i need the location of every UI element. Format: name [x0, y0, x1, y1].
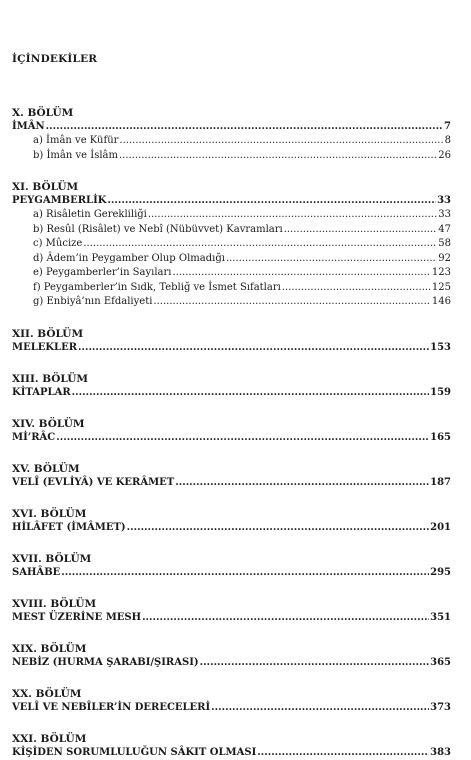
section-title: VELÎ (EVLİYÂ) VE KERÂMET: [12, 476, 175, 488]
page-number: 383: [430, 746, 451, 758]
dot-leader: [284, 223, 438, 238]
toc-section: [12, 327, 451, 355]
page-number: 33: [438, 209, 451, 220]
section-entry: [12, 746, 451, 760]
section-entry: [12, 431, 451, 445]
dot-leader: [211, 701, 429, 715]
subsection-title: b) Resûl (Risâlet) ve Nebî (Nübüvvet) Kavramları: [33, 223, 283, 235]
section-number: XII. BÖLÜM: [12, 327, 84, 340]
dot-leader: [282, 281, 431, 296]
dot-leader: [153, 295, 430, 310]
dot-leader: [56, 431, 429, 445]
toc-section: [12, 180, 451, 310]
section-title: PEYGAMBERLİK: [12, 195, 107, 206]
section-entry: [12, 386, 451, 400]
subsection-entry: [12, 223, 451, 238]
section-title: İMÂN: [12, 121, 45, 132]
subsection-title: d) Âdem’in Peygamber Olup Olmadığı: [33, 252, 225, 264]
section-number: XVI. BÖLÜM: [12, 507, 87, 520]
dot-leader: [175, 476, 429, 490]
subsection-entry: [12, 237, 451, 252]
toc-heading: İÇİNDEKİLER: [12, 53, 98, 65]
dot-leader: [107, 194, 436, 208]
page-number: 201: [430, 521, 451, 533]
toc-section: [12, 552, 451, 580]
section-number: XV. BÖLÜM: [12, 462, 80, 475]
section-number: XI. BÖLÜM: [12, 181, 79, 193]
subsection-title: f) Peygamberler’in Sıdk, Tebliğ ve İsmet Sıfatları: [33, 281, 281, 293]
section-entry: [12, 566, 451, 580]
section-number: XX. BÖLÜM: [12, 687, 82, 700]
page-number: 146: [431, 296, 451, 307]
section-title: MELEKLER: [12, 341, 77, 353]
section-entry: [12, 521, 451, 535]
dot-leader: [200, 656, 429, 670]
section-entry: [12, 194, 451, 208]
page-number: 365: [430, 656, 451, 668]
dot-leader: [257, 746, 429, 760]
toc-section: [12, 642, 451, 670]
dot-leader: [83, 237, 437, 252]
section-entry: [12, 701, 451, 715]
section-title: SAHÂBE: [12, 566, 61, 578]
section-number: XVIII. BÖLÜM: [12, 597, 97, 610]
page-number: 295: [430, 566, 451, 578]
dot-leader: [142, 611, 429, 625]
section-title: HİLÂFET (İMÂMET): [12, 521, 126, 533]
page-number: 165: [430, 431, 451, 443]
section-entry: [12, 656, 451, 670]
page-number: 373: [430, 701, 451, 713]
subsection-entry: [12, 266, 451, 281]
subsection-entry: [12, 149, 451, 164]
page-number: 7: [444, 121, 451, 132]
page-number: 123: [431, 267, 451, 278]
toc-section: [12, 417, 451, 445]
dot-leader: [172, 266, 430, 281]
dot-leader: [226, 252, 437, 267]
subsection-entry: [12, 252, 451, 267]
section-title: MEST ÜZERİNE MESH: [12, 611, 142, 623]
section-title: VELÎ VE NEBÎLER’İN DERECELERİ: [12, 701, 211, 713]
toc-section: [12, 597, 451, 625]
page-number: 58: [438, 238, 451, 249]
section-entry: [12, 120, 451, 134]
toc-section: [12, 507, 451, 535]
page-number: 187: [430, 476, 451, 488]
subsection-title: g) Enbiyâ’nın Efdaliyeti: [33, 296, 153, 307]
section-entry: [12, 476, 451, 490]
subsection-entry: [12, 134, 451, 149]
subsection-title: b) İmân ve İslâm: [33, 149, 118, 161]
section-title: NEBİZ (HURMA ŞARABI/ŞIRASI): [12, 656, 199, 668]
section-entry: [12, 611, 451, 625]
dot-leader: [46, 120, 443, 134]
section-title: KİTAPLAR: [12, 386, 71, 398]
dot-leader: [119, 149, 437, 164]
section-number: XIII. BÖLÜM: [12, 372, 88, 385]
page-number: 125: [431, 281, 451, 293]
page-number: 33: [437, 195, 451, 206]
section-number: XIX. BÖLÜM: [12, 642, 87, 655]
page-number: 153: [430, 341, 451, 353]
section-title: KİŞİDEN SORUMLULUĞUN SÂKIT OLMASI: [12, 746, 257, 758]
section-title: Mİ’RÂC: [12, 431, 56, 443]
section-number: X. BÖLÜM: [12, 107, 74, 119]
toc-section: [12, 106, 451, 163]
toc-section: [12, 462, 451, 490]
subsection-title: a) İmân ve Küfür: [33, 135, 119, 146]
page-number: 47: [438, 223, 451, 235]
subsection-title: e) Peygamberler’in Sayıları: [33, 267, 172, 278]
section-number: XVII. BÖLÜM: [12, 552, 92, 565]
dot-leader: [148, 208, 437, 223]
subsection-entry: [12, 281, 451, 296]
dot-leader: [72, 386, 429, 400]
page-number: 26: [438, 149, 451, 161]
page-number: 351: [430, 611, 451, 623]
page-number: 92: [438, 252, 451, 264]
toc-section: [12, 732, 451, 760]
table-of-contents: [12, 106, 451, 760]
section-entry: [12, 341, 451, 355]
toc-section: [12, 372, 451, 400]
dot-leader: [127, 521, 429, 535]
subsection-entry: [12, 295, 451, 310]
subsection-title: c) Mûcize: [33, 238, 83, 249]
page-number: 8: [444, 135, 451, 146]
subsection-entry: [12, 208, 451, 223]
section-number: XXI. BÖLÜM: [12, 732, 87, 745]
subsection-title: a) Risâletin Gerekliliği: [33, 209, 147, 220]
dot-leader: [61, 566, 429, 580]
toc-section: [12, 687, 451, 715]
section-number: XIV. BÖLÜM: [12, 417, 85, 430]
dot-leader: [119, 134, 443, 149]
page-number: 159: [430, 386, 451, 398]
dot-leader: [78, 341, 429, 355]
